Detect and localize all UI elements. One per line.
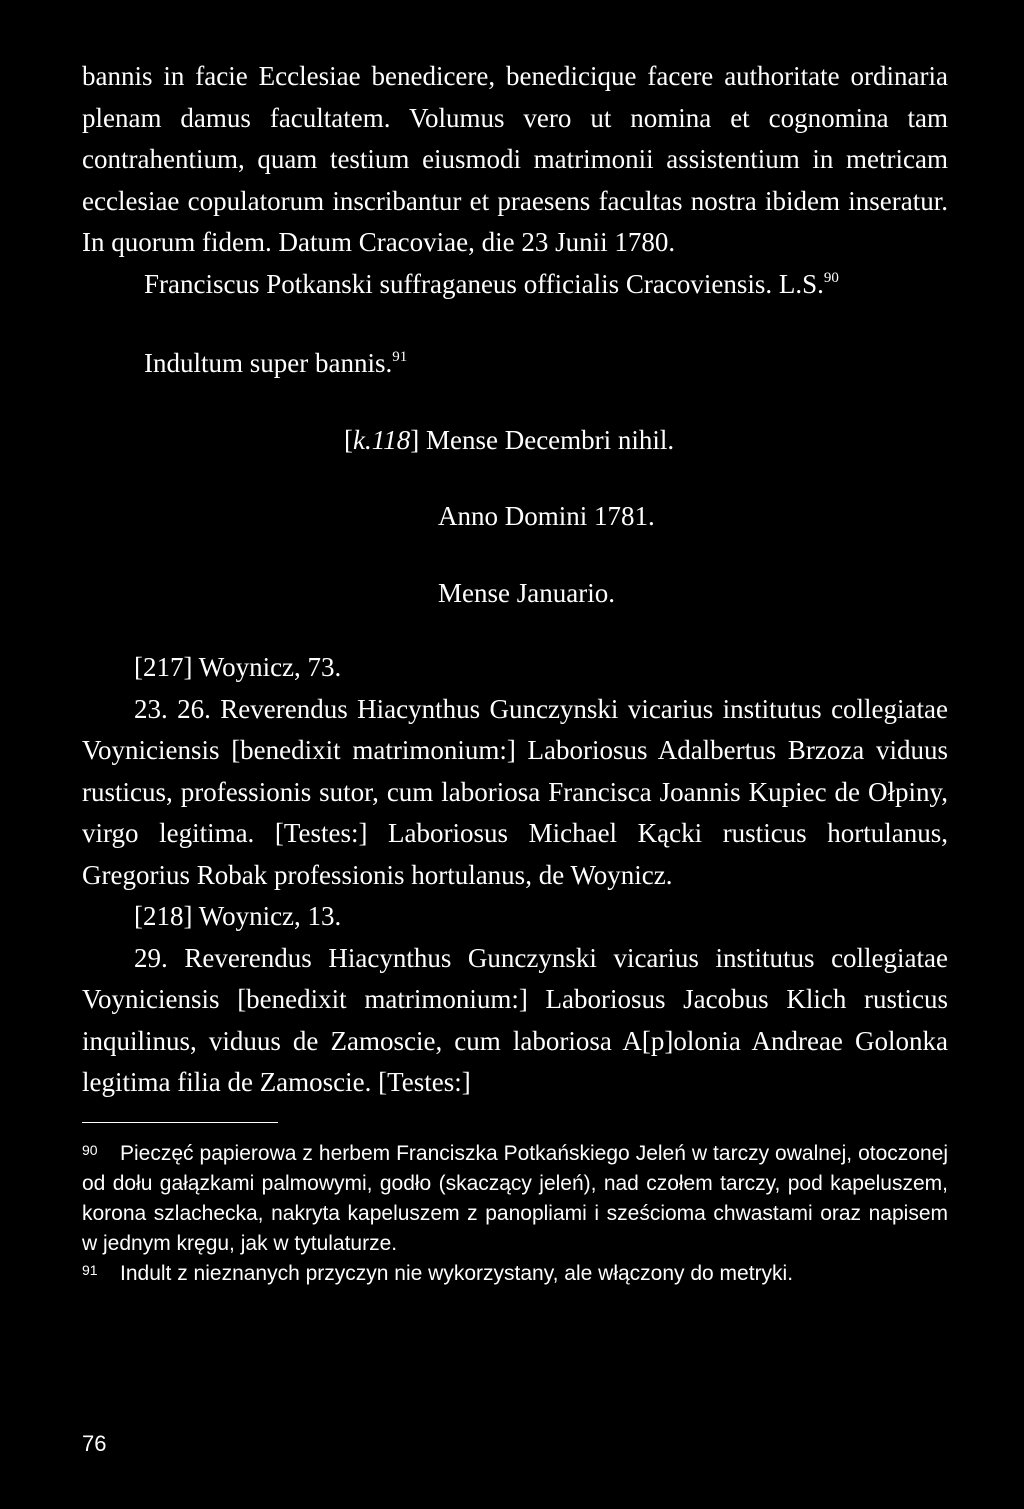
entry-body-218: 29. Reverendus Hiacynthus Gunczynski vicarius institutus collegiatae Voyniciensis [benedixit matrimonium:] Laboriosus Jacobus Klich rusticus inquilinus, viduus de Zamoscie, cum laboriosa A[p]olonia Andreae Golonka legitima filia de Zamoscie. [Testes:] bbox=[82, 942, 948, 1097]
indult-line bbox=[82, 343, 948, 385]
document-page bbox=[82, 56, 948, 1289]
footnote-number-90: 90 bbox=[82, 1141, 98, 1158]
footnote-ref-91[interactable]: 91 bbox=[392, 349, 408, 365]
folio-label: k.118 bbox=[353, 424, 411, 455]
signature-line bbox=[82, 264, 948, 306]
footnote-number-91: 91 bbox=[82, 1261, 98, 1278]
footnote-90 bbox=[82, 1139, 948, 1259]
footnotes bbox=[82, 1139, 948, 1289]
indult-text: Indultum super bannis. bbox=[144, 348, 393, 378]
entry-body-217: 23. 26. Reverendus Hiacynthus Gunczynski vicarius institutus collegiatae Voyniciensis [benedixit matrimonium:] Laboriosus Adalbertus Brzoza viduus rusticus, professionis sutor, cum laboriosa Francisca Joannis Kupiec de Ołpiny, virgo legitima. [Testes:] Laboriosus Michael Kącki rusticus hortulanus, Gregorius Robak professionis hortulanus, de Woynicz. bbox=[82, 693, 948, 890]
entry-head-218: [218] Woynicz, 13. bbox=[134, 901, 342, 931]
opening-paragraph: bannis in facie Ecclesiae benedicere, benedicique facere authoritate ordinaria plenam damus facultatem. Volumus vero ut nomina et cognomina tam contrahentium, quam testium eiusmodi matrimonii assistentium in metricam ecclesiae copulatorum inscribantur et praesens facultas nostra ibidem inseratur. In quorum fidem. Datum Cracoviae, die 23 Junii 1780. bbox=[82, 61, 948, 257]
page-number: 76 bbox=[82, 1431, 107, 1456]
folio-line: [k.118] Mense Decembri nihil. bbox=[344, 424, 675, 455]
folio-text: Mense Decembri nihil. bbox=[425, 424, 675, 455]
year-heading: Anno Domini 1781. bbox=[438, 501, 655, 531]
signature-text: Franciscus Potkanski suffraganeus officialis Cracoviensis. L.S. bbox=[144, 268, 824, 299]
footnote-text-90: Pieczęć papierowa z herbem Franciszka Potkańskiego Jeleń w tarczy owalnej, otoczonej od dołu gałązkami palmowymi, godło (skaczący jeleń), nad czołem tarczy, pod kapeluszem, korona szlachecka, nakryta kapeluszem z panopliami i sześcioma chwastami oraz napisem w jednym kręgu, jak w tytulaturze. bbox=[82, 1141, 948, 1255]
footnote-text-91: Indult z nieznanych przyczyn nie wykorzystany, ale włączony do metryki. bbox=[120, 1261, 794, 1285]
month-heading: Mense Januario. bbox=[438, 577, 615, 608]
footnote-divider bbox=[82, 1122, 278, 1123]
footnote-ref-90[interactable]: 90 bbox=[823, 269, 839, 286]
footnote-91 bbox=[82, 1259, 948, 1289]
entry-head-217: [217] Woynicz, 73. bbox=[134, 652, 342, 682]
